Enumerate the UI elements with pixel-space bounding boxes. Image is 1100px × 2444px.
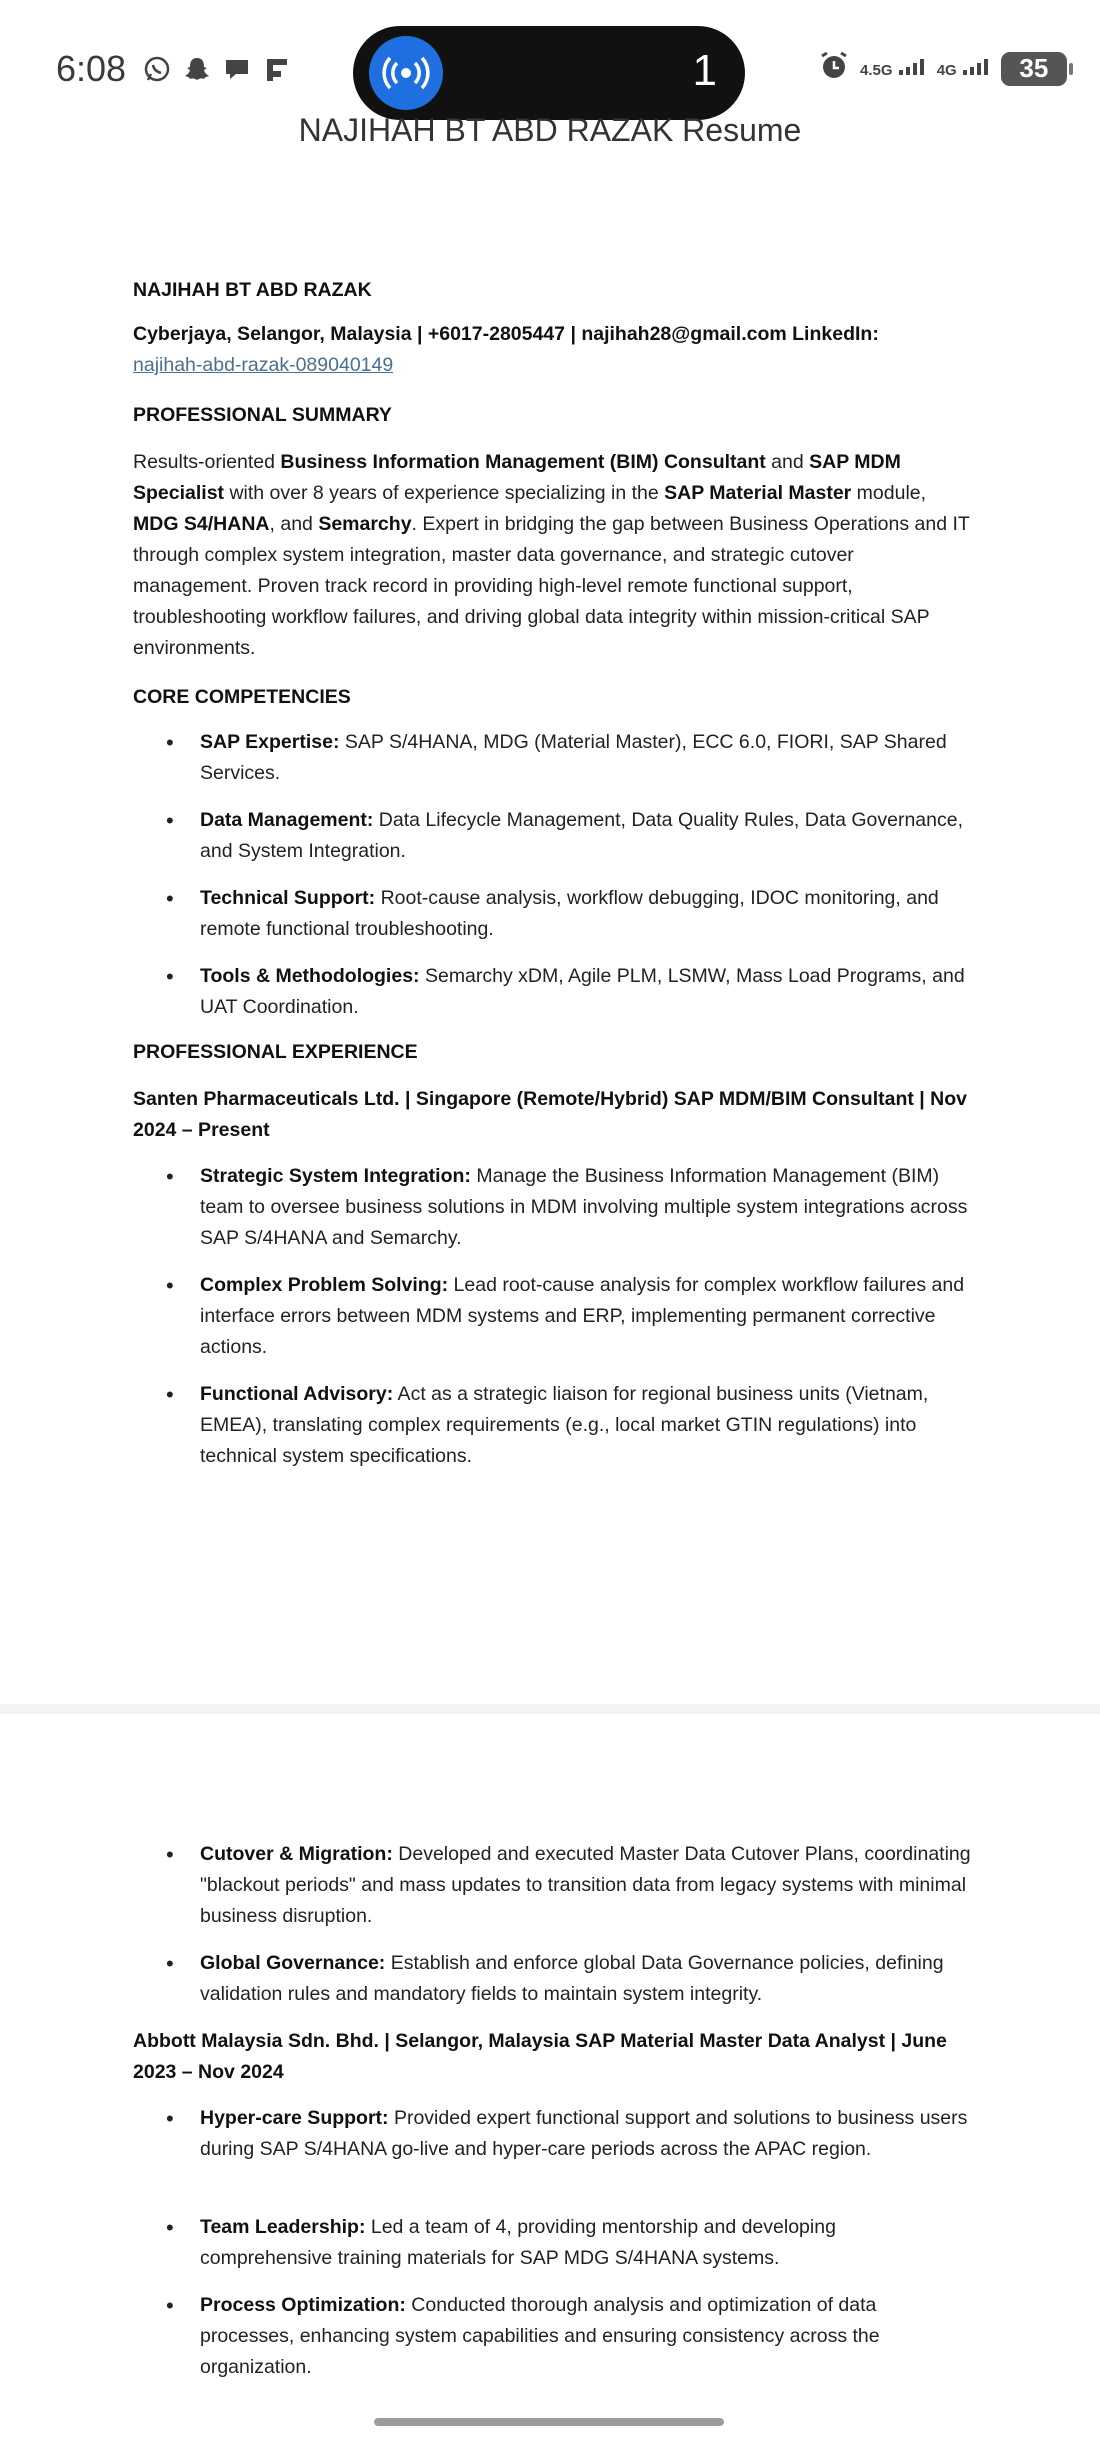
summary-bold: SAP Material Master	[664, 482, 852, 504]
summary-text: , and	[269, 513, 319, 535]
bullet-text: Conducted thorough analysis and optimization of data processes, enhancing system capabilities and ensuring consistency across the organization.	[200, 2294, 880, 2378]
bullet-label: Tools & Methodologies:	[200, 965, 420, 987]
signal-icon	[897, 59, 927, 75]
signal-icon	[961, 59, 991, 75]
list-item: • Data Management: Data Lifecycle Management, Data Quality Rules, Data Governance, and System Integration.	[166, 808, 964, 862]
list-item: • Team Leadership: Led a team of 4, providing mentorship and developing comprehensive training materials for SAP MDG S/4HANA systems.	[166, 2215, 836, 2269]
chat-icon	[220, 52, 254, 86]
summary-text: module,	[851, 482, 927, 504]
bullet-label: SAP Expertise:	[200, 731, 340, 753]
job-header: Abbott Malaysia Sdn. Bhd. | Selangor, Malaysia SAP Material Master Data Analyst | June 2023 – Nov 2024	[133, 2030, 947, 2083]
list-item: • Complex Problem Solving: Lead root-cause analysis for complex workflow failures and interface errors between MDM systems and ERP, implementing permanent corrective actions.	[166, 1273, 965, 1358]
competencies-heading: CORE COMPETENCIES	[133, 686, 351, 708]
summary-text: . Expert in bridging the gap between Business Operations and IT through complex system integration, master data governance, and strategic cutover management. Proven track record in providing high-level remote functional support, troubleshooting workflow failures, and driving global data integrity within mission-critical SAP environments.	[133, 513, 970, 659]
document-page-2[interactable]	[0, 1714, 1100, 2444]
list-item: • SAP Expertise: SAP S/4HANA, MDG (Material Master), ECC 6.0, FIORI, SAP Shared Services.	[166, 730, 947, 784]
bullet-label: Strategic System Integration:	[200, 1165, 471, 1187]
contact-details: Cyberjaya, Selangor, Malaysia | +6017-2805447 | najihah28@gmail.com LinkedIn:	[133, 323, 879, 345]
list-item: • Global Governance: Establish and enforce global Data Governance policies, defining validation rules and mandatory fields to maintain system integrity.	[166, 1951, 944, 2005]
notification-icons	[140, 52, 294, 86]
contact-info	[133, 319, 971, 381]
bullet-text: Root-cause analysis, workflow debugging, IDOC monitoring, and remote functional troubleshooting.	[200, 887, 939, 940]
list-item: • Hyper-care Support: Provided expert functional support and solutions to business users during SAP S/4HANA go-live and hyper-care periods across the APAC region.	[166, 2106, 968, 2160]
document-title: NAJIHAH BT ABD RAZAK Resume	[298, 112, 802, 148]
summary-bold: SAP MDM Specialist	[133, 451, 901, 504]
list-item: • Functional Advisory: Act as a strategic liaison for regional business units (Vietnam, EMEA), translating complex requirements (e.g., local market GTIN regulations) into technical system specifications.	[166, 1382, 929, 1467]
battery-indicator: 35	[1001, 52, 1067, 86]
network-indicator-1	[860, 59, 927, 78]
summary-text: Results-oriented	[133, 451, 281, 473]
bullet-text: Semarchy xDM, Agile PLM, LSMW, Mass Load Programs, and UAT Coordination.	[200, 965, 965, 1018]
home-indicator[interactable]	[374, 2418, 724, 2426]
bullet-text: Establish and enforce global Data Governance policies, defining validation rules and mandatory fields to maintain system integrity.	[200, 1952, 944, 2005]
live-activity-pill[interactable]	[353, 26, 745, 120]
linkedin-link[interactable]: najihah-abd-razak-089040149	[133, 354, 394, 376]
network-label-1: 4.5G	[860, 62, 893, 79]
status-time: 6:08	[56, 48, 127, 89]
system-indicators	[818, 50, 1067, 87]
list-item: • Process Optimization: Conducted thorough analysis and optimization of data processes, enhancing system capabilities and ensuring consistency across the organization.	[166, 2293, 880, 2378]
page-separator	[0, 1704, 1100, 1714]
bullet-text: Provided expert functional support and solutions to business users during SAP S/4HANA go-live and hyper-care periods across the APAC region.	[200, 2107, 968, 2160]
job-header: Santen Pharmaceuticals Ltd. | Singapore (Remote/Hybrid) SAP MDM/BIM Consultant | Nov 2024 – Present	[133, 1088, 967, 1141]
status-bar	[0, 0, 1100, 130]
summary-bold: Business Information Management (BIM) Consultant	[280, 451, 766, 473]
notification-count: 1	[692, 46, 717, 95]
bullet-label: Global Governance:	[200, 1952, 386, 1974]
bullet-text: Developed and executed Master Data Cutover Plans, coordinating "blackout periods" and mass updates to transition data from legacy systems with minimal business disruption.	[200, 1843, 971, 1927]
bullet-label: Functional Advisory:	[200, 1383, 394, 1405]
bullet-text: Manage the Business Information Management (BIM) team to oversee business solutions in MDM involving multiple system integrations across SAP S/4HANA and Semarchy.	[200, 1165, 968, 1249]
bullet-text: Act as a strategic liaison for regional business units (Vietnam, EMEA), translating complex requirements (e.g., local market GTIN regulations) into technical system specifications.	[200, 1383, 929, 1467]
snapchat-icon	[180, 52, 214, 86]
broadcast-icon	[369, 36, 443, 110]
bullet-label: Complex Problem Solving:	[200, 1274, 449, 1296]
document-page-1[interactable]	[0, 175, 1100, 1705]
network-label-2: 4G	[936, 62, 957, 79]
whatsapp-icon	[140, 52, 174, 86]
list-item: • Cutover & Migration: Developed and executed Master Data Cutover Plans, coordinating "blackout periods" and mass updates to transition data from legacy systems with minimal business disruption.	[166, 1842, 971, 1927]
bullet-text: Lead root-cause analysis for complex workflow failures and interface errors between MDM systems and ERP, implementing permanent corrective actions.	[200, 1274, 965, 1358]
flipboard-icon	[260, 52, 294, 86]
bullet-label: Technical Support:	[200, 887, 376, 909]
summary-heading: PROFESSIONAL SUMMARY	[133, 404, 392, 426]
summary-text: with over 8 years of experience specializing in the	[224, 482, 665, 504]
list-item: • Technical Support: Root-cause analysis, workflow debugging, IDOC monitoring, and remote functional troubleshooting.	[166, 886, 939, 940]
summary-bold: MDG S4/HANA	[133, 513, 270, 535]
bullet-label: Cutover & Migration:	[200, 1843, 393, 1865]
summary-paragraph	[133, 447, 971, 664]
alarm-icon	[818, 50, 850, 87]
bullet-label: Hyper-care Support:	[200, 2107, 389, 2129]
network-indicator-2	[937, 59, 991, 78]
list-item: • Strategic System Integration: Manage the Business Information Management (BIM) team to oversee business solutions in MDM involving multiple system integrations across SAP S/4HANA and Semarchy.	[166, 1164, 968, 1249]
bullet-text: Data Lifecycle Management, Data Quality Rules, Data Governance, and System Integration.	[200, 809, 964, 862]
bullet-text: Led a team of 4, providing mentorship and developing comprehensive training materials for SAP MDG S/4HANA systems.	[200, 2216, 836, 2269]
resume-name: NAJIHAH BT ABD RAZAK	[133, 279, 372, 301]
summary-bold: Semarchy	[318, 513, 412, 535]
bullet-label: Team Leadership:	[200, 2216, 366, 2238]
summary-text: and	[765, 451, 810, 473]
bullet-label: Data Management:	[200, 809, 374, 831]
bullet-label: Process Optimization:	[200, 2294, 406, 2316]
list-item: • Tools & Methodologies: Semarchy xDM, Agile PLM, LSMW, Mass Load Programs, and UAT Coordination.	[166, 964, 965, 1018]
bullet-text: SAP S/4HANA, MDG (Material Master), ECC 6.0, FIORI, SAP Shared Services.	[200, 731, 947, 784]
experience-heading: PROFESSIONAL EXPERIENCE	[133, 1041, 418, 1063]
